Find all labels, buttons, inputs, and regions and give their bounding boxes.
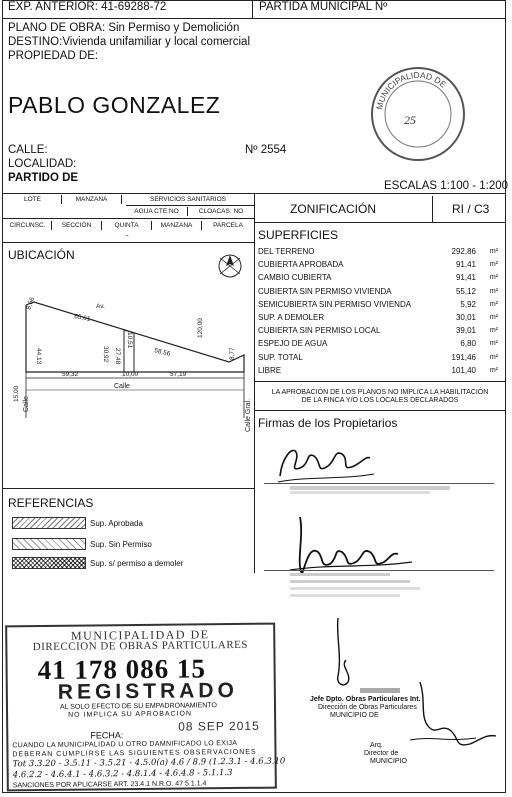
dim-label: 15,00	[13, 385, 20, 402]
signature-line	[264, 483, 494, 484]
svg-text:MUNICIPALIDAD DE	[374, 70, 448, 110]
dim-label: 10,00	[122, 371, 139, 378]
divider	[2, 218, 254, 219]
superficie-unit: m²	[489, 340, 498, 348]
dim-label: 27,48	[114, 348, 121, 365]
jefe-line-2: Dirección de Obras Particulares	[318, 704, 417, 711]
north-arrow-icon	[219, 255, 241, 277]
lot-outline	[26, 302, 244, 372]
superficie-value: 101,40	[451, 365, 476, 375]
superficie-label: SUP. TOTAL	[258, 352, 303, 362]
superficie-label: SUP. A DEMOLER	[258, 313, 325, 322]
destino-line	[8, 36, 250, 49]
ref-swatch-aprobada	[12, 517, 86, 529]
referencias-title: REFERENCIAS	[8, 496, 94, 510]
signature-caption-blur	[290, 594, 400, 597]
signature-caption-blur	[290, 491, 430, 494]
plano-tipo: PLANO DE OBRA: Sin Permiso y Demolición	[8, 22, 240, 34]
divider	[254, 381, 506, 382]
superficie-row	[258, 352, 500, 363]
seal-text: MUNICIPALIDAD DE	[374, 69, 449, 111]
destino-value: Vivienda unifamiliar y local comercial	[62, 36, 251, 48]
superficie-unit: m²	[489, 327, 498, 335]
superficie-label: DEL TERRENO	[258, 247, 315, 256]
localidad-label: LOCALIDAD:	[8, 158, 77, 170]
superficie-unit: m²	[489, 300, 498, 308]
ref-label: Sup. Sin Permiso	[90, 540, 152, 549]
divider	[252, 0, 253, 18]
catastro-row-2	[4, 221, 254, 230]
partido-label: PARTIDO DE	[8, 172, 79, 184]
superficie-value: 55,12	[455, 286, 476, 296]
cell-agua: AGUA CTE:NO	[126, 207, 188, 216]
superficie-value: 91,41	[455, 273, 476, 283]
cell-manzana: MANZANA	[62, 195, 122, 204]
dim-label: 8,77	[229, 347, 236, 360]
superficie-row	[258, 286, 500, 297]
cell-lote: LOTE	[4, 195, 62, 204]
superficie-unit: m²	[489, 353, 498, 361]
arq-line-1: Arq.	[370, 742, 383, 749]
dim-label: 59,32	[62, 371, 79, 378]
superficie-label: ESPEJO DE AGUA	[258, 339, 328, 349]
dim-label: 57,19	[170, 371, 187, 378]
divider	[432, 196, 433, 222]
superficie-value: 39,01	[455, 326, 476, 336]
nota-aprobacion-1: LA APROBACIÓN DE LOS PLANOS NO IMPLICA LA HABILITACIÓN	[271, 389, 489, 396]
ubicacion-title: UBICACIÓN	[8, 248, 75, 262]
superficie-label: CAMBIO CUBIERTA	[258, 273, 332, 283]
ref-label: Sup. s/ permiso a demoler	[90, 559, 184, 568]
municipal-round-seal	[368, 64, 468, 164]
superficie-label: CUBIERTA SIN PERMISO VIVIENDA	[258, 286, 392, 296]
superficie-label: CUBIERTA APROBADA	[258, 260, 344, 270]
calle-bottom-label: Calle	[114, 383, 130, 390]
ref-swatch-sin-permiso	[12, 538, 86, 550]
superficie-value: 30,01	[455, 313, 476, 322]
exp-anterior: EXP. ANTERIOR: 41-69288-72	[8, 1, 167, 13]
fecha-label: FECHA:	[90, 730, 124, 741]
divider	[2, 18, 506, 19]
cell-quinta: QUINTA	[102, 221, 152, 230]
catastro-row-1	[4, 195, 254, 204]
registro-stamp	[5, 623, 286, 792]
superficies-title: SUPERFICIES	[258, 228, 339, 242]
center-divider	[254, 193, 255, 573]
numero: Nº 2554	[245, 144, 287, 156]
escalas: ESCALAS 1:100 - 1:200	[384, 180, 509, 192]
superficie-value: 91,41	[455, 260, 476, 270]
expediente-number: 41 178 086 15	[37, 653, 207, 686]
superficie-unit: m²	[489, 287, 498, 295]
superficie-row	[258, 312, 500, 323]
divider	[2, 488, 254, 489]
calle-gral-label: Calle Gral.	[245, 398, 252, 432]
superficie-row	[258, 259, 500, 270]
divider	[254, 222, 506, 223]
divider	[254, 410, 506, 411]
stamp-line-1: MUNICIPALIDAD DE	[70, 627, 210, 643]
superficie-value: 6,80	[460, 339, 476, 349]
superficie-unit: m²	[489, 274, 498, 282]
handwritten-obs-1: Tot 3.3.20 - 3.5.11 - 3.5.21 - 4.5.0(a) 4.6 / 8.9 (1.2.3.1 - 4.6.3.10	[12, 756, 286, 770]
arq-line-2: Director de	[364, 750, 399, 757]
stamp-line-2: DIRECCION DE OBRAS PARTICULARES	[32, 638, 249, 654]
official-signature-2	[380, 680, 500, 760]
calle-label: CALLE:	[8, 144, 48, 156]
divider	[2, 242, 254, 243]
ref-swatch-demoler	[12, 557, 86, 569]
ref-label: Sup. Aprobada	[90, 519, 143, 528]
superficie-row	[258, 325, 500, 336]
signature-caption-blur	[290, 486, 450, 490]
dim-label: 120,00	[197, 318, 204, 338]
firmas-title: Firmas de los Propietarios	[258, 416, 398, 430]
quinta-dash: -	[126, 231, 129, 240]
superficie-label: CUBIERTA SIN PERMISO LOCAL	[258, 326, 381, 336]
av-label: Av.	[96, 303, 105, 310]
dim-label: 58,56	[153, 347, 172, 358]
ubicacion-map	[4, 250, 254, 435]
dim-label: 44,13	[35, 348, 42, 365]
jefe-line-3: MUNICIPIO DE	[330, 712, 379, 719]
superficie-value: 292,86	[451, 247, 476, 256]
calle-left-label: Calle	[23, 396, 30, 412]
partida-municipal: PARTIDA MUNICIPAL Nº	[259, 1, 388, 13]
superficie-label: LIBRE	[258, 365, 282, 375]
registrado: REGISTRADO	[57, 678, 238, 704]
superficie-value: 191,46	[451, 352, 476, 362]
dim-label: 8,66	[25, 296, 37, 311]
divider	[126, 205, 254, 206]
stamp-no-implica: NO IMPLICA SU APROBACION	[68, 710, 193, 719]
dim-label: 65,61	[73, 313, 91, 323]
superficie-unit: m²	[489, 248, 498, 255]
seal-number: 25	[404, 113, 416, 127]
dim-label: 30,92	[102, 346, 109, 363]
superficie-label: SEMICUBIERTA SIN PERMISO VIVIENDA	[258, 299, 412, 309]
dim-label: 10,51	[126, 332, 133, 349]
official-signature-1	[318, 616, 378, 694]
stamp-obs-1: CUANDO LA MUNICIPALIDAD U OTRO DAMNIFICADO LO EXIJA	[12, 739, 238, 750]
arq-line-3: MUNICIPIO	[370, 758, 407, 765]
superficie-row	[258, 246, 500, 257]
nota-aprobacion-2: DE LA FINCA Y/O LOS LOCALES DECLARADOS	[301, 397, 459, 404]
superficie-unit: m²	[489, 366, 498, 374]
propietario-nombre: PABLO GONZALEZ	[8, 92, 221, 118]
handwritten-obs-2: 4.6.2.2 - 4.6.4.1 - 4.6.3.2 - 4.8.1.4 - 4.6.4.8 - 5.1.1.3	[12, 768, 233, 781]
cell-parcela: PARCELA	[213, 222, 243, 229]
signature-line	[264, 570, 494, 571]
destino-label: DESTINO:	[8, 36, 63, 48]
stamp-al-solo: AL SOLO EFECTO DE SU EMPADRONAMIENTO	[59, 702, 217, 711]
signature-caption-blur	[290, 580, 410, 583]
cell-manzana-2: MANZANA	[152, 221, 202, 230]
stamp-obs-2: DEBERAN CUMPLIRSE LAS SIGUIENTES OBSERVACIONES	[12, 748, 257, 759]
propiedad-label: PROPIEDAD DE:	[8, 50, 99, 62]
superficie-row	[258, 299, 500, 310]
owner-signature-2	[280, 512, 420, 582]
superficie-value: 5,92	[460, 299, 476, 309]
jefe-line-1: Jefe Dpto. Obras Particulares Int.	[310, 696, 421, 703]
signature-caption-blur	[290, 587, 420, 590]
zonificacion-label: ZONIFICACIÓN	[290, 202, 376, 216]
superficie-unit: m²	[489, 261, 498, 269]
zona-value: RI / C3	[452, 202, 490, 216]
owner-signature-1	[270, 438, 380, 488]
cell-servicios: SERVICIOS SANITARIOS	[150, 196, 226, 203]
cell-seccion: SECCIÓN	[52, 221, 102, 230]
superficie-row	[258, 338, 500, 349]
stamp-foot: SANCIONES POR APLICARSE ART. 23.4.1 N.R.O. 47 5.1.1.4	[12, 780, 207, 790]
superficie-row	[258, 365, 500, 376]
cell-cloacas: CLOACAS: NO	[198, 208, 244, 215]
cell-circunsc: CIRCUNSC.	[4, 221, 52, 230]
signature-caption-blur	[290, 573, 390, 576]
superficie-row	[258, 272, 500, 283]
fecha-value: 08 SEP 2015	[178, 718, 260, 734]
superficie-unit: m²	[489, 314, 498, 321]
